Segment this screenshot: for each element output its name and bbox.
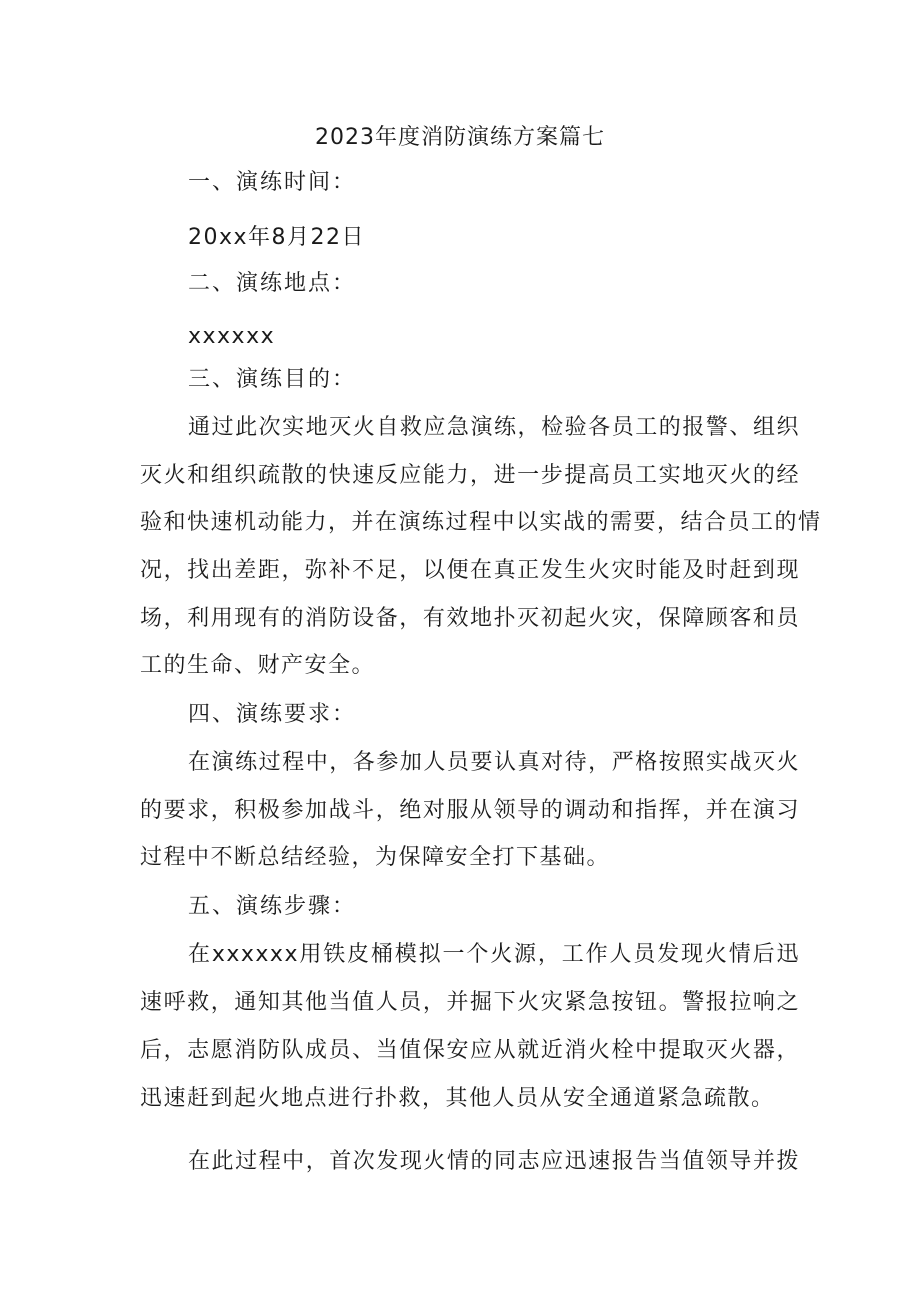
paragraph-line: 在此过程中，首次发现火情的同志应迅速报告当值领导并拨 bbox=[188, 1149, 800, 1174]
paragraph-line: 验和快速机动能力，并在演练过程中以实战的需要，结合员工的情 bbox=[140, 510, 822, 535]
paragraph-line: 速呼救，通知其他当值人员，并掘下火灾紧急按钮。警报拉响之 bbox=[140, 990, 800, 1015]
drill-location: xxxxxx bbox=[188, 324, 276, 349]
paragraph-line: 场，利用现有的消防设备，有效地扑灭初起火灾，保障顾客和员 bbox=[140, 606, 800, 631]
paragraph-line: 通过此次实地灭火自救应急演练，检验各员工的报警、组织 bbox=[188, 415, 800, 440]
section-heading-location: 二、演练地点： bbox=[188, 271, 357, 296]
paragraph-line: 后，志愿消防队成员、当值保安应从就近消火栓中提取灭火器， bbox=[140, 1038, 800, 1063]
drill-date: 20xx年8月22日 bbox=[188, 225, 366, 250]
section-heading-steps: 五、演练步骤： bbox=[188, 894, 357, 919]
paragraph-line: 工的生命、财产安全。 bbox=[140, 653, 376, 678]
paragraph-line: 在演练过程中，各参加人员要认真对待，严格按照实战灭火 bbox=[188, 750, 800, 775]
paragraph-line: 况，找出差距，弥补不足，以便在真正发生火灾时能及时赶到现 bbox=[140, 558, 800, 583]
paragraph-line: 过程中不断总结经验，为保障安全打下基础。 bbox=[140, 845, 611, 870]
paragraph-line: 灭火和组织疏散的快速反应能力，进一步提高员工实地灭火的经 bbox=[140, 463, 800, 488]
section-heading-purpose: 三、演练目的： bbox=[188, 367, 357, 392]
section-heading-time: 一、演练时间： bbox=[188, 170, 357, 195]
section-heading-requirements: 四、演练要求： bbox=[188, 702, 357, 727]
document-title: 2023年度消防演练方案篇七 bbox=[315, 125, 605, 150]
paragraph-line: 迅速赶到起火地点进行扑救，其他人员从安全通道紧急疏散。 bbox=[140, 1086, 775, 1111]
paragraph-line: 的要求，积极参加战斗，绝对服从领导的调动和指挥，并在演习 bbox=[140, 798, 800, 823]
paragraph-line: 在xxxxxx用铁皮桶模拟一个火源，工作人员发现火情后迅 bbox=[188, 942, 800, 967]
